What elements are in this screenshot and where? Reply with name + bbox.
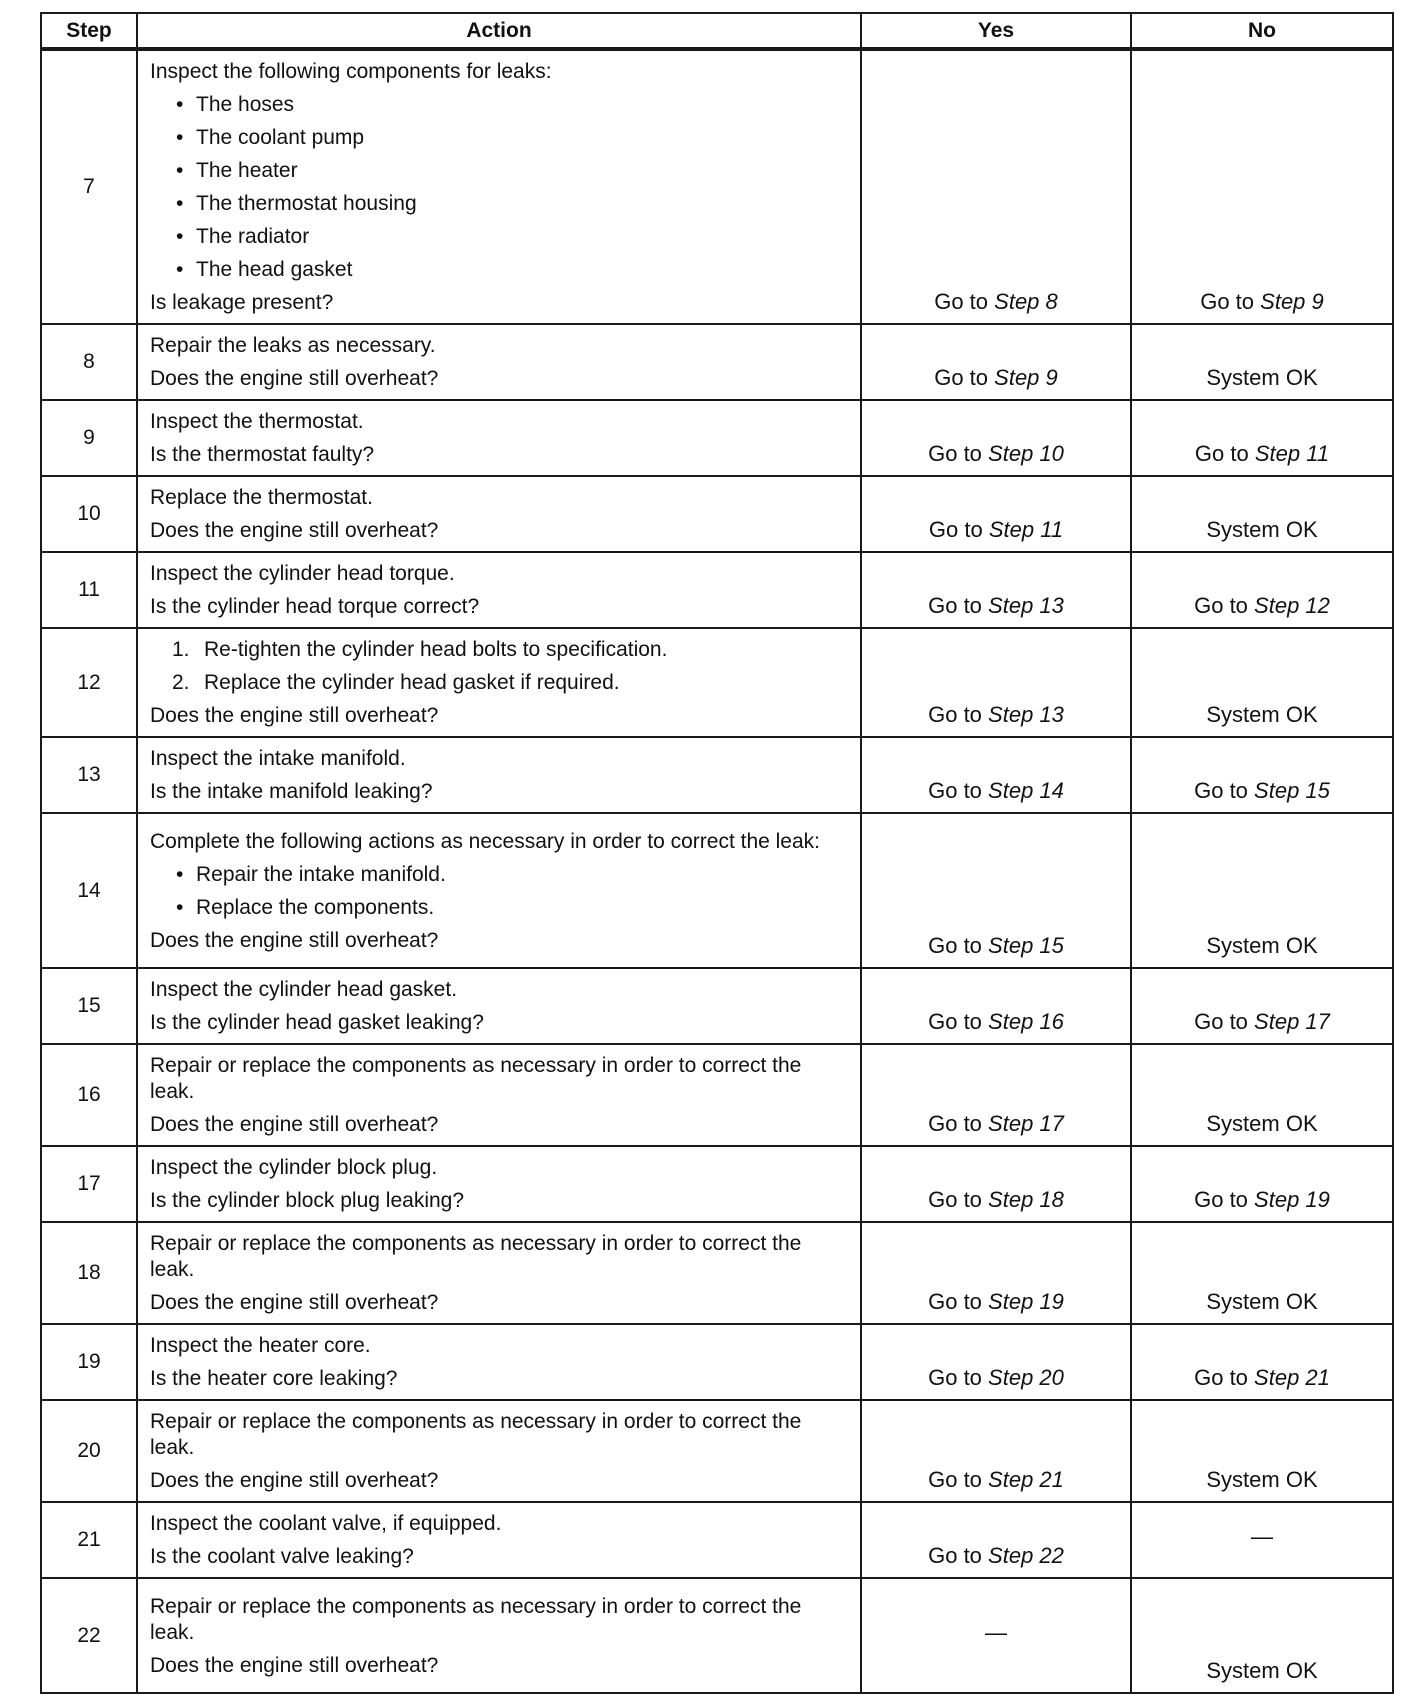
step-number: 8 [41, 324, 137, 400]
no-result: System OK [1131, 1044, 1393, 1146]
goto-prefix: Go to [928, 1543, 982, 1568]
step-reference: Step 22 [988, 1543, 1064, 1568]
bullet-item: • The heater [150, 154, 848, 187]
goto-prefix: Go to [1194, 778, 1248, 803]
table-row [41, 1324, 1393, 1400]
yes-result [861, 476, 1131, 552]
table-row [41, 968, 1393, 1044]
step-reference: Step 9 [1260, 289, 1324, 314]
header-action: Action [137, 13, 861, 49]
table-row [41, 813, 1393, 968]
step-reference: Step 9 [994, 365, 1058, 390]
step-number: 16 [41, 1044, 137, 1146]
bullet-item: • The head gasket [150, 253, 848, 286]
step-number: 17 [41, 1146, 137, 1222]
yes-result [861, 813, 1131, 968]
step-number: 22 [41, 1578, 137, 1693]
step-reference: Step 8 [994, 289, 1058, 314]
action-question: Does the engine still overheat? [150, 1469, 439, 1492]
action-cell [137, 400, 861, 476]
step-reference: Step 21 [988, 1467, 1064, 1492]
step-number: 19 [41, 1324, 137, 1400]
step-number: 9 [41, 400, 137, 476]
action-cell [137, 1044, 861, 1146]
header-yes: Yes [861, 13, 1131, 49]
goto-prefix: Go to [928, 517, 983, 542]
goto-prefix: Go to [928, 593, 982, 618]
goto-prefix: Go to [928, 1111, 982, 1136]
yes-result [861, 1222, 1131, 1324]
bullet-item: • The thermostat housing [150, 187, 848, 220]
step-reference: Step 21 [1254, 1365, 1330, 1390]
table-row [41, 1146, 1393, 1222]
step-reference: Step 12 [1254, 593, 1330, 618]
step-reference: Step 10 [988, 441, 1064, 466]
action-question: Is the heater core leaking? [150, 1367, 398, 1390]
item-number: 2. [172, 671, 190, 694]
table-row [41, 737, 1393, 813]
yes-result [861, 1044, 1131, 1146]
goto-prefix: Go to [928, 1009, 982, 1034]
action-cell [137, 813, 861, 968]
step-reference: Step 18 [988, 1187, 1064, 1212]
yes-result [861, 400, 1131, 476]
action-cell [137, 1502, 861, 1578]
numbered-item [150, 633, 848, 666]
no-result: System OK [1131, 1578, 1393, 1693]
action-intro: Repair the leaks as necessary. [150, 334, 436, 357]
action-question: Does the engine still overheat? [150, 704, 439, 727]
step-reference: Step 17 [988, 1111, 1064, 1136]
table-row [41, 1578, 1393, 1693]
goto-prefix: Go to [928, 1187, 982, 1212]
yes-result [861, 968, 1131, 1044]
table-row [41, 400, 1393, 476]
step-reference: Step 14 [988, 778, 1064, 803]
action-question: Is the cylinder block plug leaking? [150, 1189, 465, 1212]
no-result: System OK [1131, 1400, 1393, 1502]
no-result [1131, 400, 1393, 476]
no-result [1131, 1324, 1393, 1400]
action-cell [137, 49, 861, 324]
step-number: 13 [41, 737, 137, 813]
no-result: System OK [1131, 476, 1393, 552]
goto-prefix: Go to [1194, 1009, 1248, 1034]
yes-result: — [861, 1578, 1131, 1693]
header-step: Step [41, 13, 137, 49]
yes-result [861, 324, 1131, 400]
no-result [1131, 737, 1393, 813]
goto-prefix: Go to [928, 1467, 982, 1492]
step-number: 15 [41, 968, 137, 1044]
bullet-item: • The radiator [150, 220, 848, 253]
action-question: Does the engine still overheat? [150, 1653, 439, 1677]
action-intro: Repair or replace the components as necessary in order to correct the leak. [150, 1232, 802, 1281]
action-cell [137, 628, 861, 737]
step-reference: Step 17 [1254, 1009, 1330, 1034]
yes-result [861, 1502, 1131, 1578]
step-number: 14 [41, 813, 137, 968]
action-intro: Repair or replace the components as necessary in order to correct the leak. [150, 1594, 802, 1644]
goto-prefix: Go to [1194, 441, 1249, 466]
step-number: 10 [41, 476, 137, 552]
action-question: Does the engine still overheat? [150, 519, 439, 542]
table-row [41, 1222, 1393, 1324]
step-number: 21 [41, 1502, 137, 1578]
yes-result [861, 1324, 1131, 1400]
table-header-row [41, 13, 1393, 49]
action-question: Does the engine still overheat? [150, 1113, 439, 1136]
action-cell [137, 1400, 861, 1502]
step-reference: Step 15 [988, 933, 1064, 958]
bullet-item: • Repair the intake manifold. [150, 858, 848, 891]
action-intro: Inspect the intake manifold. [150, 747, 406, 770]
step-reference: Step 16 [988, 1009, 1064, 1034]
action-intro: Inspect the heater core. [150, 1334, 371, 1357]
action-cell [137, 1146, 861, 1222]
action-cell [137, 968, 861, 1044]
no-result [1131, 49, 1393, 324]
yes-result [861, 49, 1131, 324]
no-result [1131, 552, 1393, 628]
no-result [1131, 1146, 1393, 1222]
table-row [41, 1400, 1393, 1502]
action-cell [137, 552, 861, 628]
table-body [41, 49, 1393, 1693]
table-row [41, 552, 1393, 628]
no-result [1131, 968, 1393, 1044]
item-text: Replace the cylinder head gasket if required. [204, 671, 620, 694]
numbered-item [150, 666, 848, 699]
item-text: Re-tighten the cylinder head bolts to specification. [204, 638, 668, 661]
no-result: System OK [1131, 628, 1393, 737]
action-intro: Replace the thermostat. [150, 486, 373, 509]
goto-prefix: Go to [928, 441, 982, 466]
bullet-item: • Replace the components. [150, 891, 848, 924]
goto-prefix: Go to [928, 1365, 982, 1390]
diagnostic-table [40, 12, 1394, 1694]
step-number: 7 [41, 49, 137, 324]
step-number: 11 [41, 552, 137, 628]
action-cell [137, 324, 861, 400]
action-intro: Complete the following actions as necessary in order to correct the leak: [150, 829, 821, 853]
action-intro: Inspect the cylinder block plug. [150, 1156, 438, 1179]
no-result: — [1131, 1502, 1393, 1578]
step-reference: Step 11 [1254, 441, 1330, 466]
bullet-item: • The coolant pump [150, 121, 848, 154]
action-question: Is leakage present? [150, 291, 334, 314]
table-row [41, 49, 1393, 324]
action-intro: Repair or replace the components as necessary in order to correct the leak. [150, 1054, 802, 1103]
goto-prefix: Go to [1194, 1365, 1248, 1390]
action-intro: Repair or replace the components as necessary in order to correct the leak. [150, 1410, 802, 1459]
action-intro: Inspect the thermostat. [150, 410, 364, 433]
table-row [41, 1044, 1393, 1146]
action-question: Does the engine still overheat? [150, 1291, 439, 1314]
step-number: 20 [41, 1400, 137, 1502]
goto-prefix: Go to [1200, 289, 1255, 314]
action-intro: Inspect the cylinder head gasket. [150, 978, 458, 1001]
action-cell [137, 1324, 861, 1400]
step-reference: Step 19 [988, 1289, 1064, 1314]
header-no: No [1131, 13, 1393, 49]
yes-result [861, 628, 1131, 737]
action-intro: Inspect the cylinder head torque. [150, 562, 455, 585]
step-reference: Step 15 [1254, 778, 1330, 803]
action-intro: Inspect the coolant valve, if equipped. [150, 1512, 502, 1535]
yes-result [861, 1146, 1131, 1222]
table-row [41, 324, 1393, 400]
no-result: System OK [1131, 813, 1393, 968]
table-row [41, 628, 1393, 737]
action-cell [137, 737, 861, 813]
yes-result [861, 1400, 1131, 1502]
goto-prefix: Go to [928, 933, 982, 958]
step-reference: Step 13 [988, 593, 1064, 618]
action-question: Is the cylinder head gasket leaking? [150, 1011, 484, 1034]
goto-prefix: Go to [928, 778, 982, 803]
step-number: 12 [41, 628, 137, 737]
goto-prefix: Go to [934, 365, 989, 390]
no-result: System OK [1131, 324, 1393, 400]
step-number: 18 [41, 1222, 137, 1324]
no-result: System OK [1131, 1222, 1393, 1324]
action-cell [137, 476, 861, 552]
goto-prefix: Go to [934, 289, 989, 314]
action-question: Is the thermostat faulty? [150, 443, 375, 466]
action-question: Does the engine still overheat? [150, 928, 439, 952]
yes-result [861, 552, 1131, 628]
action-question: Does the engine still overheat? [150, 367, 439, 390]
goto-prefix: Go to [928, 1289, 982, 1314]
yes-result [861, 737, 1131, 813]
step-reference: Step 11 [988, 517, 1064, 542]
action-cell [137, 1222, 861, 1324]
goto-prefix: Go to [928, 702, 982, 727]
step-reference: Step 19 [1254, 1187, 1330, 1212]
table-row [41, 1502, 1393, 1578]
goto-prefix: Go to [1194, 593, 1248, 618]
goto-prefix: Go to [1194, 1187, 1248, 1212]
action-question: Is the cylinder head torque correct? [150, 595, 480, 618]
action-question: Is the intake manifold leaking? [150, 780, 433, 803]
action-question: Is the coolant valve leaking? [150, 1545, 414, 1568]
step-reference: Step 13 [988, 702, 1064, 727]
action-intro: Inspect the following components for leaks: [150, 60, 552, 83]
step-reference: Step 20 [988, 1365, 1064, 1390]
table-row [41, 476, 1393, 552]
item-number: 1. [172, 638, 190, 661]
action-cell [137, 1578, 861, 1693]
bullet-item: • The hoses [150, 88, 848, 121]
